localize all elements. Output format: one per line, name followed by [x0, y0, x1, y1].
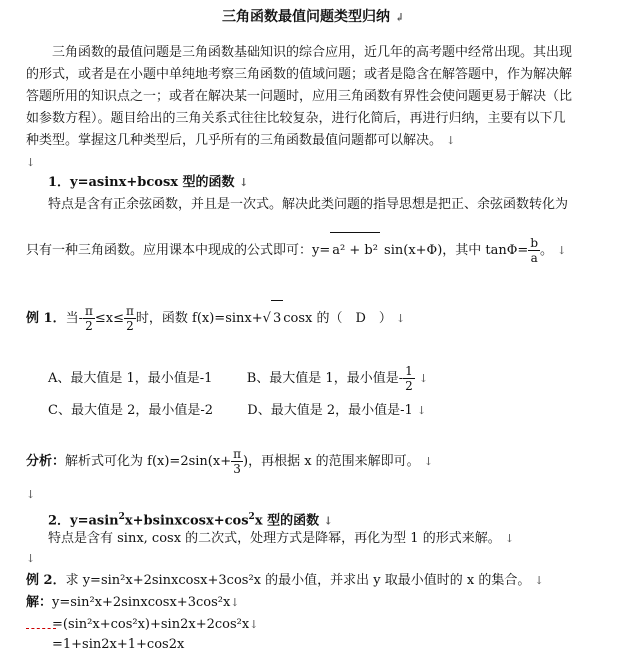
fraction-pi-over-2: $\frac{\pi}{2}$ — [84, 304, 93, 333]
section1-desc-line-2: 只有一种三角函数。应用课本中现成的公式即可：y= a² + b² sin(x+Φ)，其中 tanΦ= $\frac{b}{a}$ 。 ↓ — [26, 232, 600, 268]
fraction-pi-over-2: $\frac{\pi}{2}$ — [126, 304, 134, 333]
example2-solution-line-2: =(sin²x+cos²x)+sin2x+2cos²x↓ — [52, 617, 259, 632]
example1-options-cd: C、最大值是 2，最小值是-2 D、最大值是 2，最小值是-1 ↓ — [48, 403, 427, 418]
example2-solution-line-1: 解：y=sin²x+2sinxcosx+3cos²x↓ — [26, 595, 240, 610]
spellcheck-underline — [26, 628, 56, 629]
option-d: D、最大值是 2，最小值是-1 — [247, 403, 413, 418]
intro-line-4: 如参数方程）。题目给出的三角关系式往往比较复杂，进行化简后，再进行归纳，主要有以下几 — [26, 111, 566, 126]
intro-line-1: 三角函数的最值问题是三角函数基础知识的综合应用，近几年的高考题中经常出现。其出现 — [52, 45, 573, 60]
intro-line-2: 的形式，或者是在小题中单纯地考察三角函数的值域问题；或者是隐含在解答题中，作为解决解 — [26, 67, 573, 82]
section2-heading: 2．$y=asin^2x+bsinxcosx+\cos^2x$ 型的函数 ↓ — [48, 512, 333, 529]
option-a: A、最大值是 1，最小值是-1 — [48, 371, 213, 386]
paragraph-mark: ↓ — [26, 156, 36, 169]
example1-options-ab: A、最大值是 1，最小值是-1 B、最大值是 1，最小值是- $\frac{1}{2}$ ↓ — [48, 364, 429, 393]
paragraph-mark: ↓ — [26, 488, 36, 501]
document-title: 三角函数最值问题类型归纳 ↲ — [221, 9, 405, 25]
fraction-b-over-a: $\frac{b}{a}$ — [530, 236, 538, 265]
example2-solution-line-3: =1+sin2x+1+cos2x — [52, 637, 185, 652]
intro-line-5: 种类型。掌握这几种类型后，几乎所有的三角函数最值问题都可以解决。 ↓ — [26, 133, 456, 148]
section1-desc-line-1: 特点是含有正余弦函数，并且是一次式。解决此类问题的指导思想是把正、余弦函数转化为 — [48, 197, 569, 212]
option-b: B、最大值是 1，最小值是- $\frac{1}{2}$ — [246, 364, 413, 393]
example2-question: 例 2．求 y=sin²x+2sinxcosx+3cos²x 的最小值，并求出 y 取最小值时的 x 的集合。 ↓ — [26, 573, 544, 588]
example1-analysis: 分析：解析式可化为 f(x)=2sin(x+ $\frac{\pi}{3}$ )，再根据 x 的范围来解即可。 ↓ — [26, 447, 434, 476]
example1-question: 例 1．当- $\frac{\pi}{2}$ ≤x≤ $\frac{\pi}{2}$ 时，函数 f(x)=sinx+√ 3 cosx 的（ D ） ↓ — [26, 300, 600, 336]
paragraph-mark: ↓ — [26, 552, 36, 565]
section2-desc: 特点是含有 sinx, cosx 的二次式，处理方式是降幂，再化为型 1 的形式来解。 ↓ — [48, 531, 515, 546]
option-c: C、最大值是 2，最小值是-2 — [48, 403, 214, 418]
fraction-pi-over-3: $\frac{\pi}{3}$ — [233, 447, 241, 476]
section1-heading: 1．y=asinx+bcosx 型的函数 ↓ — [48, 175, 249, 190]
sqrt-a2-b2: a² + b² — [330, 232, 380, 269]
intro-line-3: 答题所用的知识点之一；或者在解决某一问题时，应用三角函数有界性会使问题更易于解决（比 — [26, 89, 573, 104]
